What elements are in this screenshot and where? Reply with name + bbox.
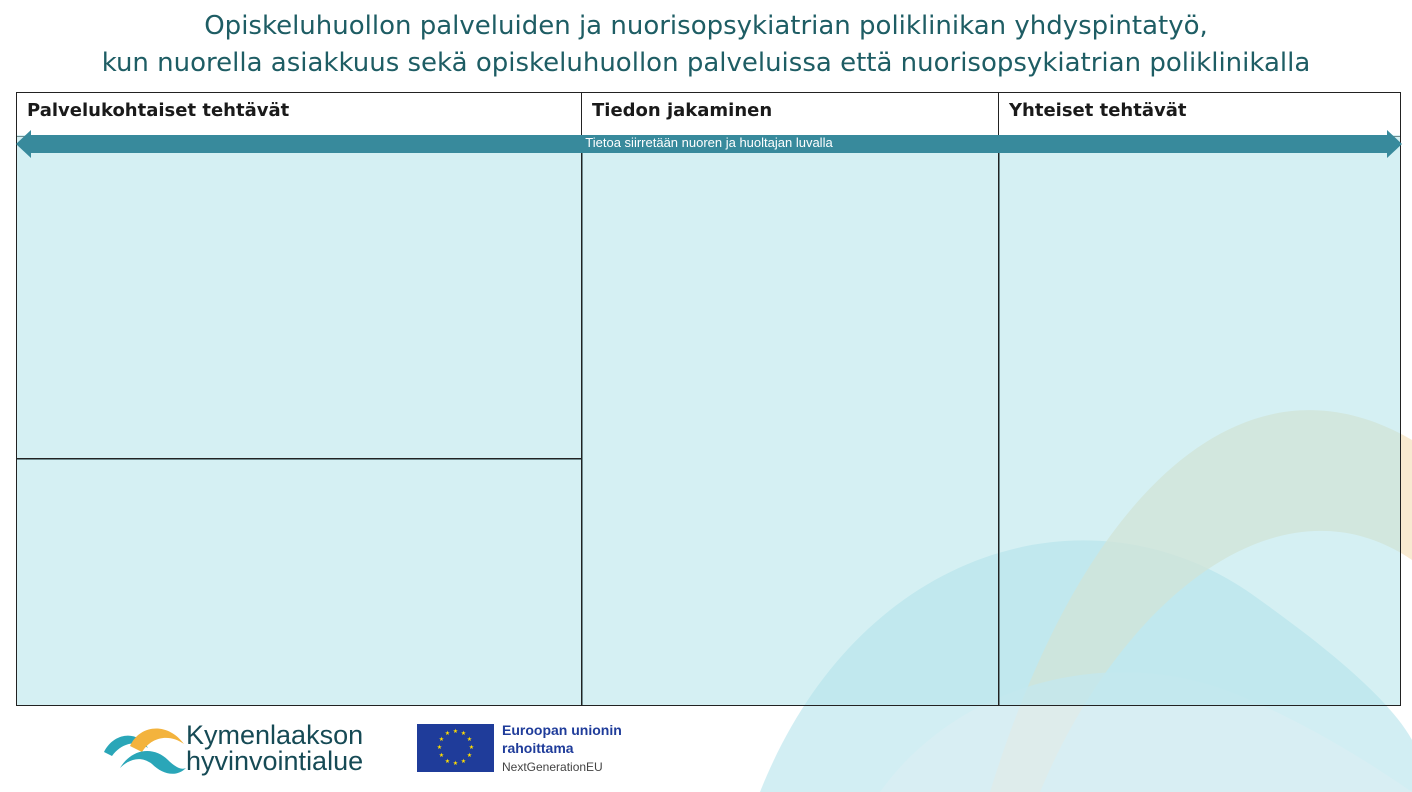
eu-line-3: NextGenerationEU [502,760,603,774]
svg-text:★: ★ [452,728,459,735]
svg-text:★: ★ [466,736,473,743]
column-header-label: Tiedon jakaminen [592,100,773,121]
eu-funding-text [502,721,622,777]
kymenlaakso-line-1: Kymenlaakson [186,720,364,750]
column-header-label: Palvelukohtaiset tehtävät [27,100,290,121]
svg-text:★: ★ [460,730,467,737]
column-header-label: Yhteiset tehtävät [1009,100,1187,121]
svg-text:★: ★ [468,744,475,751]
shared-tasks-cell[interactable] [998,135,1401,706]
arrow-label: Tietoa siirretään nuoren ja huoltajan luvalla [585,135,833,150]
page-title-line-2: kun nuorella asiakkuus sekä opiskeluhuollon palveluissa että nuorisopsykiatrian poliklinikalla [101,48,1311,78]
svg-text:★: ★ [444,758,451,765]
svg-text:★: ★ [466,752,473,759]
service-tasks-lower-cell[interactable] [16,458,583,706]
eu-line-1: Euroopan unionin [502,722,622,738]
task-table [16,92,1401,706]
kymenlaakso-line-2: hyvinvointialue [186,746,364,776]
svg-text:★: ★ [452,760,459,767]
eu-flag-icon [417,724,494,772]
svg-text:★: ★ [444,730,451,737]
kymenlaakso-logo-text [186,722,363,774]
eu-line-2: rahoittama [502,740,574,756]
service-tasks-upper-cell[interactable] [16,135,583,460]
information-sharing-cell[interactable] [581,135,1000,706]
svg-text:★: ★ [460,758,467,765]
svg-text:★: ★ [436,744,443,751]
svg-text:★: ★ [438,736,445,743]
svg-text:★: ★ [438,752,445,759]
page-title-line-1: Opiskeluhuollon palveluiden ja nuorisopsykiatrian poliklinikan yhdyspintatyö, [204,11,1208,41]
